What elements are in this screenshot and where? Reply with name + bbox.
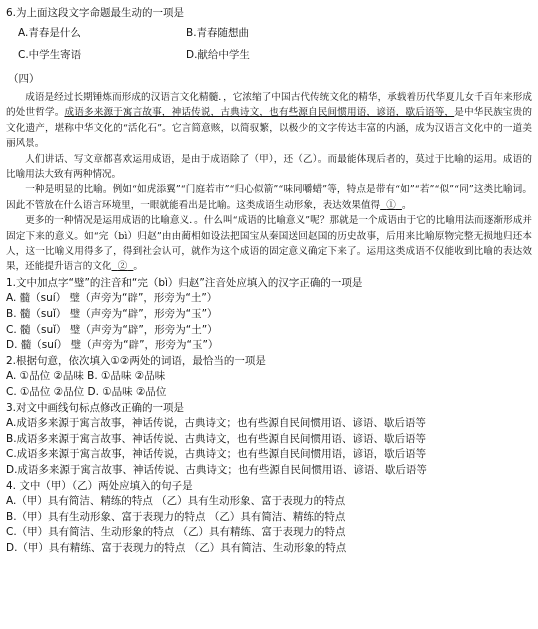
underlined-sentence: 成语多来源于寓言故事，神话传说，古典诗文，也有些源自民间惯用语，谚语，歇后语等， (64, 107, 455, 119)
option-c: C.中学生寄语 (18, 48, 82, 61)
option-b: B.青春随想曲 (186, 26, 250, 39)
question-line: C. ①品位 ②品位 D. ①品味 ②品位 (6, 386, 167, 399)
question-line: C. 髓（suǐ） 璧（声旁为“辟”，形旁为“土”） (6, 323, 218, 336)
question-line: B. 髓（suǐ） 璧（声旁为“辟”，形旁为“玉”） (6, 308, 218, 321)
paragraph-4 (6, 213, 532, 275)
question-line: 1.文中加点字“璧”的注音和“完（bì）归赵”注音处应填入的汉字正确的一项是 (6, 276, 363, 289)
question-line: A.（甲）具有简洁、精练的特点 （乙）具有生动形象、富于表现力的特点 (6, 495, 346, 508)
paragraph-1-text-a: 成语是经过长期锤炼而形成的汉语言文化精髓．，它浓缩了中国古代传统文化的精华，承载着历代华夏儿女千百年来形成的处世哲学。 (6, 92, 532, 119)
question-6-options-row-2 (6, 44, 532, 66)
question-line: A. ①品位 ②品味 B. ①品味 ②品味 (6, 370, 166, 383)
section-label: （四） (8, 73, 40, 85)
paragraph-4-text-a: 更多的一种情况是运用成语的比喻意义．。什么叫“成语的比喻意义”呢？那就是一个成语由于它的比喻用法而逐渐形成并固定下来的意义。如“完（bì）归赵”由由蔺相如设法把国宝从秦国送回赵国的历史故事，后用来比喻原物完整无损地归还本人，这一比喻义用得多了，得到社会认可，就作为这个成语的固定意义确定下来了。运用这类成语不仅能收到比喻的表达效果，还能提升语言的文化 (6, 215, 532, 273)
question-line: A. 髓（suí） 璧（声旁为“辟”，形旁为“土”） (6, 292, 218, 305)
paragraph-3 (6, 182, 532, 213)
exam-page (6, 6, 532, 557)
paragraph-1 (6, 90, 532, 152)
question-line: B.成语多来源于寓言故事、神话传说、古典诗文，也有些源自民间惯用语、谚语、歇后语等 (6, 432, 427, 445)
option-a: A.青春是什么 (18, 26, 81, 39)
question-line: D.（甲）具有精练、富于表现力的特点 （乙）具有简洁、生动形象的特点 (6, 541, 347, 554)
paragraph-1-text-c: 是中华民族宝贵的文化遗产，堪称中华文化的“活化石”。它言简意赅，以简驭繁，以极少的文字传达丰富的内涵，成为汉语言文化中的一道美丽风景。 (6, 107, 533, 150)
option-d: D.献给中学生 (186, 48, 250, 61)
question-line: A.成语多来源于寓言故事，神话传说，古典诗文；也有些源自民间惯用语、谚语、歇后语等 (6, 417, 426, 430)
question-line: 2.根据句意，依次填入①②两处的词语，最恰当的一项是 (6, 354, 266, 367)
blank-2: ② (117, 261, 128, 273)
question-line: 3.对文中画线句标点修改正确的一项是 (6, 401, 185, 414)
question-6-stem: 6.为上面这段文字命题最生动的一项是 (6, 7, 185, 19)
paragraph-4-text-b: 。 (133, 261, 143, 273)
question-line: B.（甲）具有生动形象、富于表现力的特点 （乙）具有简洁、精练的特点 (6, 510, 346, 523)
question-6-options-row-1 (6, 22, 532, 44)
question-line: D. 髓（suí） 璧（声旁为“辟”，形旁为“玉”） (6, 339, 219, 352)
paragraph-3-text-a: 一种是明显的比喻。例如“如虎添翼”“门庭若市”“归心似箭”“味同嚼蜡”等，特点是带有“如”“若”“似”“同”这类比喻词。因此不管放在什么语言环境里，一眼就能看出是比喻。这类成语生动形象，表达效果值得 (6, 184, 532, 211)
blank-1: ① (386, 199, 396, 211)
question-line: C.（甲）具有简洁、生动形象的特点 （乙）具有精练、富于表现力的特点 (6, 526, 346, 539)
question-line: D.成语多来源于寓言故事、神话传说、古典诗文；也有些源自民间惯用语、谚语、歇后语等 (6, 464, 427, 476)
question-line: 4. 文中（甲）（乙）两处应填入的句子是 (6, 479, 193, 492)
reading-passage (6, 90, 532, 275)
paragraph-3-text-b: 。 (401, 199, 412, 211)
question-line: C.成语多来源于寓言故事，神话传说，古典诗文；也有些源自民间惯用语，谚语，歇后语等 (6, 448, 427, 461)
question-list (6, 276, 532, 557)
paragraph-2: 人们讲话、写文章都喜欢运用成语，是由于成语除了（甲），还（乙）。而最能体现后者的，莫过于比喻的运用。成语的比喻用法大致有两种情况。 (6, 153, 532, 181)
